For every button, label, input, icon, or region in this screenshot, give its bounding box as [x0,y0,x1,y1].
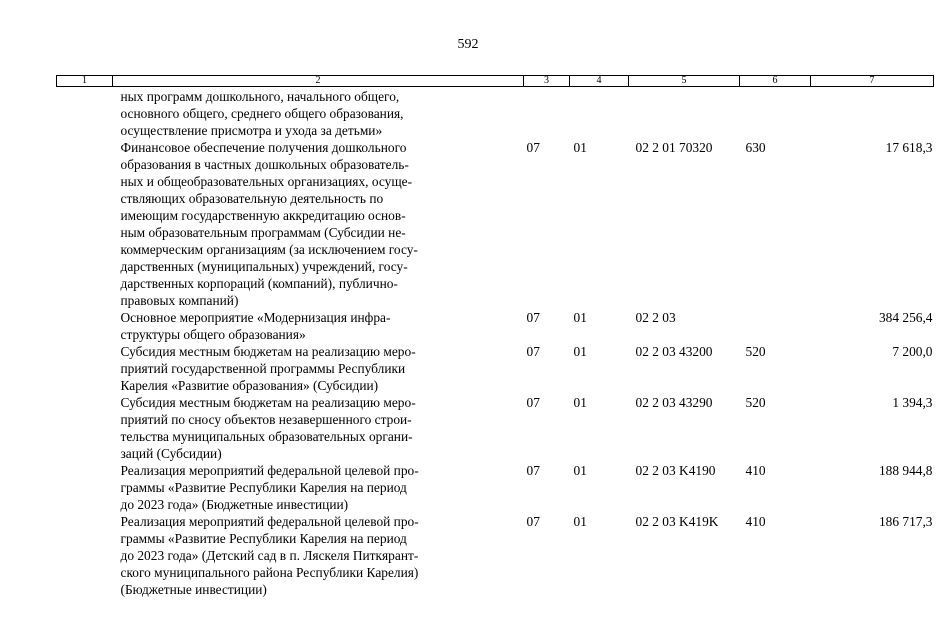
item-name: Реализация мероприятий федеральной целевой про- граммы «Развитие Республики Карелия на период до 2023 года» (Детский сад в п. Ляскеля Питкярант- ского муниципального района Республики Карелия) (Бюджетные инвестиции) [120,514,419,597]
item-name: Субсидия местным бюджетам на реализацию меро- приятий государственной программы Республики Карелия «Развитие образования» (Субсидии) [120,344,416,393]
column-number-row [57,76,934,87]
amount: 1 394,3 [892,395,933,410]
target-article-code: 02 2 03 43290 [635,395,713,410]
page-number: 592 [457,37,479,52]
row-spacer [57,462,113,513]
expense-type-code: 630 [745,140,766,155]
amount [811,87,934,140]
item-name: ных программ дошкольного, начального общего, основного общего, среднего общего образования, осуществление присмотра и ухода за детьми» [120,89,404,138]
amount: 186 717,3 [878,514,933,529]
expense-type-code: 410 [745,463,766,478]
amount: 384 256,4 [878,310,933,325]
target-article-code: 02 2 03 K419K [635,514,719,529]
expense-type-code [740,87,811,140]
row-spacer [57,139,113,309]
subsection-code [570,87,629,140]
row-spacer [57,87,113,140]
section-code: 07 [526,310,540,325]
section-code: 07 [526,344,540,359]
amount: 17 618,3 [885,140,933,155]
table-row [57,139,934,309]
table-row [57,309,934,343]
target-article-code: 02 2 03 43200 [635,344,713,359]
section-code [524,87,570,140]
target-article-code [629,87,740,140]
expense-type-code: 410 [745,514,766,529]
column-number-7: 7 [811,76,934,87]
section-code: 07 [526,395,540,410]
item-name: Субсидия местным бюджетам на реализацию меро- приятий по сносу объектов незавершенного строи- тельства муниципальных образовательных органи- заций (Субсидии) [120,395,416,461]
subsection-code: 01 [573,140,587,155]
table-row [57,87,934,140]
subsection-code: 01 [573,395,587,410]
amount: 188 944,8 [878,463,933,478]
row-spacer [57,394,113,462]
row-spacer [57,343,113,394]
column-number-2: 2 [113,76,524,87]
table-row [57,513,934,598]
column-number-4: 4 [570,76,629,87]
target-article-code: 02 2 03 K4190 [635,463,716,478]
item-name: Основное мероприятие «Модернизация инфра- структуры общего образования» [120,310,391,342]
subsection-code: 01 [573,463,587,478]
section-code: 07 [526,140,540,155]
target-article-code: 02 2 03 [635,310,676,325]
column-number-1: 1 [57,76,113,87]
target-article-code: 02 2 01 70320 [635,140,713,155]
subsection-code: 01 [573,310,587,325]
expense-type-code: 520 [745,395,766,410]
item-name: Реализация мероприятий федеральной целевой про- граммы «Развитие Республики Карелия на период до 2023 года» (Бюджетные инвестиции) [120,463,419,512]
subsection-code: 01 [573,344,587,359]
row-spacer [57,513,113,598]
table-row [57,394,934,462]
expense-type-code [740,309,811,343]
column-number-3: 3 [524,76,570,87]
column-number-5: 5 [629,76,740,87]
section-code: 07 [526,514,540,529]
table-row [57,462,934,513]
item-name: Финансовое обеспечение получения дошкольного образования в частных дошкольных образователь- ных и общеобразовательных организациях, осуще- ствляющих образовательную деятельность по имеющим государственную аккредитацию основ- ным образовательным программам (Субсидии не- коммерческим организациям (за исключением госу- дарственных (муниципальных) учреждений, госу- дарственных корпораций (компаний), публично- правовых компаний) [120,140,418,308]
row-spacer [57,309,113,343]
budget-table [56,75,934,598]
amount: 7 200,0 [892,344,933,359]
subsection-code: 01 [573,514,587,529]
expense-type-code: 520 [745,344,766,359]
table-row [57,343,934,394]
section-code: 07 [526,463,540,478]
column-number-6: 6 [740,76,811,87]
